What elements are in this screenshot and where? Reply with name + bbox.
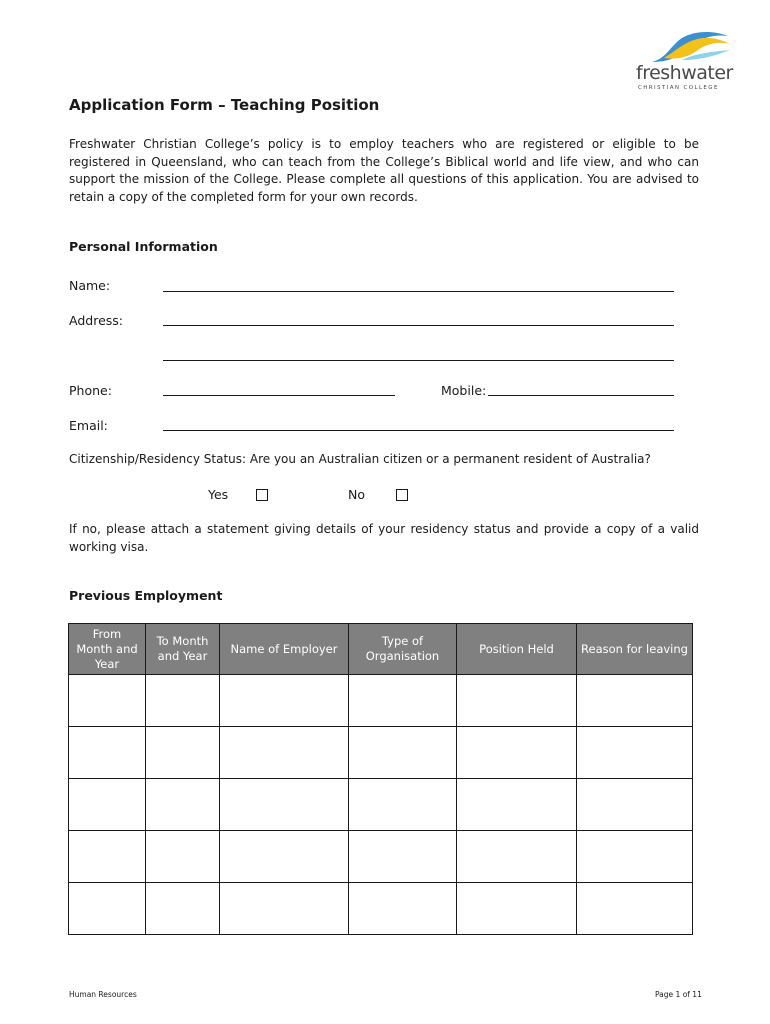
- table-cell[interactable]: [220, 883, 349, 935]
- table-cell[interactable]: [577, 727, 693, 779]
- table-row: [69, 883, 693, 935]
- column-header-to: To Month and Year: [146, 624, 220, 675]
- column-header-reason: Reason for leaving: [577, 624, 693, 675]
- table-cell[interactable]: [457, 779, 577, 831]
- email-label: Email:: [69, 418, 108, 433]
- intro-paragraph: Freshwater Christian College’s policy is to employ teachers who are registered or eligible to be registered in Queensland, who can teach from the College’s Biblical world and life view, and who can support the mission of the College. Please complete all questions of this application. You are advised to retain a copy of the completed form for your own records.: [69, 137, 699, 204]
- page-title: Application Form – Teaching Position: [69, 96, 380, 114]
- table-cell[interactable]: [577, 675, 693, 727]
- email-field[interactable]: [163, 430, 674, 431]
- table-cell[interactable]: [349, 675, 457, 727]
- table-row: [69, 675, 693, 727]
- table-cell[interactable]: [69, 883, 146, 935]
- previous-employment-heading: Previous Employment: [69, 588, 223, 603]
- table-row: [69, 727, 693, 779]
- column-header-employer: Name of Employer: [220, 624, 349, 675]
- table-cell[interactable]: [146, 727, 220, 779]
- table-cell[interactable]: [457, 883, 577, 935]
- phone-field[interactable]: [163, 395, 395, 396]
- table-cell[interactable]: [69, 779, 146, 831]
- footer-department: Human Resources: [69, 990, 137, 999]
- table-cell[interactable]: [220, 727, 349, 779]
- table-cell[interactable]: [457, 675, 577, 727]
- table-cell[interactable]: [69, 831, 146, 883]
- footer-page-number: Page 1 of 11: [655, 990, 702, 999]
- table-cell[interactable]: [349, 883, 457, 935]
- table-cell[interactable]: [146, 779, 220, 831]
- table-cell[interactable]: [69, 675, 146, 727]
- column-header-organisation-type: Type of Organisation: [349, 624, 457, 675]
- no-label: No: [348, 487, 365, 502]
- table-cell[interactable]: [146, 831, 220, 883]
- yes-label: Yes: [208, 487, 229, 502]
- table-cell[interactable]: [220, 675, 349, 727]
- table-cell[interactable]: [146, 883, 220, 935]
- table-cell[interactable]: [349, 779, 457, 831]
- logo-tagline: CHRISTIAN COLLEGE: [638, 85, 719, 91]
- address-field-line-2[interactable]: [163, 360, 674, 361]
- name-field[interactable]: [163, 291, 674, 292]
- table-header-row: [69, 624, 693, 675]
- table-row: [69, 831, 693, 883]
- table-cell[interactable]: [577, 831, 693, 883]
- table-cell[interactable]: [349, 727, 457, 779]
- mobile-field[interactable]: [488, 395, 674, 396]
- address-label: Address:: [69, 313, 123, 328]
- citizenship-question: Citizenship/Residency Status: Are you an Australian citizen or a permanent resident of Australia?: [69, 452, 651, 466]
- name-label: Name:: [69, 278, 111, 293]
- table-cell[interactable]: [457, 727, 577, 779]
- column-header-from: From Month and Year: [69, 624, 146, 675]
- address-field-line-1[interactable]: [163, 325, 674, 326]
- table-cell[interactable]: [577, 883, 693, 935]
- personal-information-heading: Personal Information: [69, 239, 218, 254]
- college-logo: [630, 26, 740, 96]
- table-cell[interactable]: [220, 779, 349, 831]
- table-row: [69, 779, 693, 831]
- no-checkbox[interactable]: [396, 489, 408, 501]
- table-cell[interactable]: [577, 779, 693, 831]
- column-header-position: Position Held: [457, 624, 577, 675]
- mobile-label: Mobile:: [441, 383, 487, 398]
- table-cell[interactable]: [146, 675, 220, 727]
- table-cell[interactable]: [69, 727, 146, 779]
- table-cell[interactable]: [220, 831, 349, 883]
- table-cell[interactable]: [457, 831, 577, 883]
- phone-label: Phone:: [69, 383, 112, 398]
- employment-table: [68, 623, 693, 935]
- yes-checkbox[interactable]: [256, 489, 268, 501]
- residency-note: If no, please attach a statement giving details of your residency status and provide a copy of a valid working visa.: [69, 522, 699, 554]
- logo-wordmark: freshwater: [636, 62, 733, 84]
- table-cell[interactable]: [349, 831, 457, 883]
